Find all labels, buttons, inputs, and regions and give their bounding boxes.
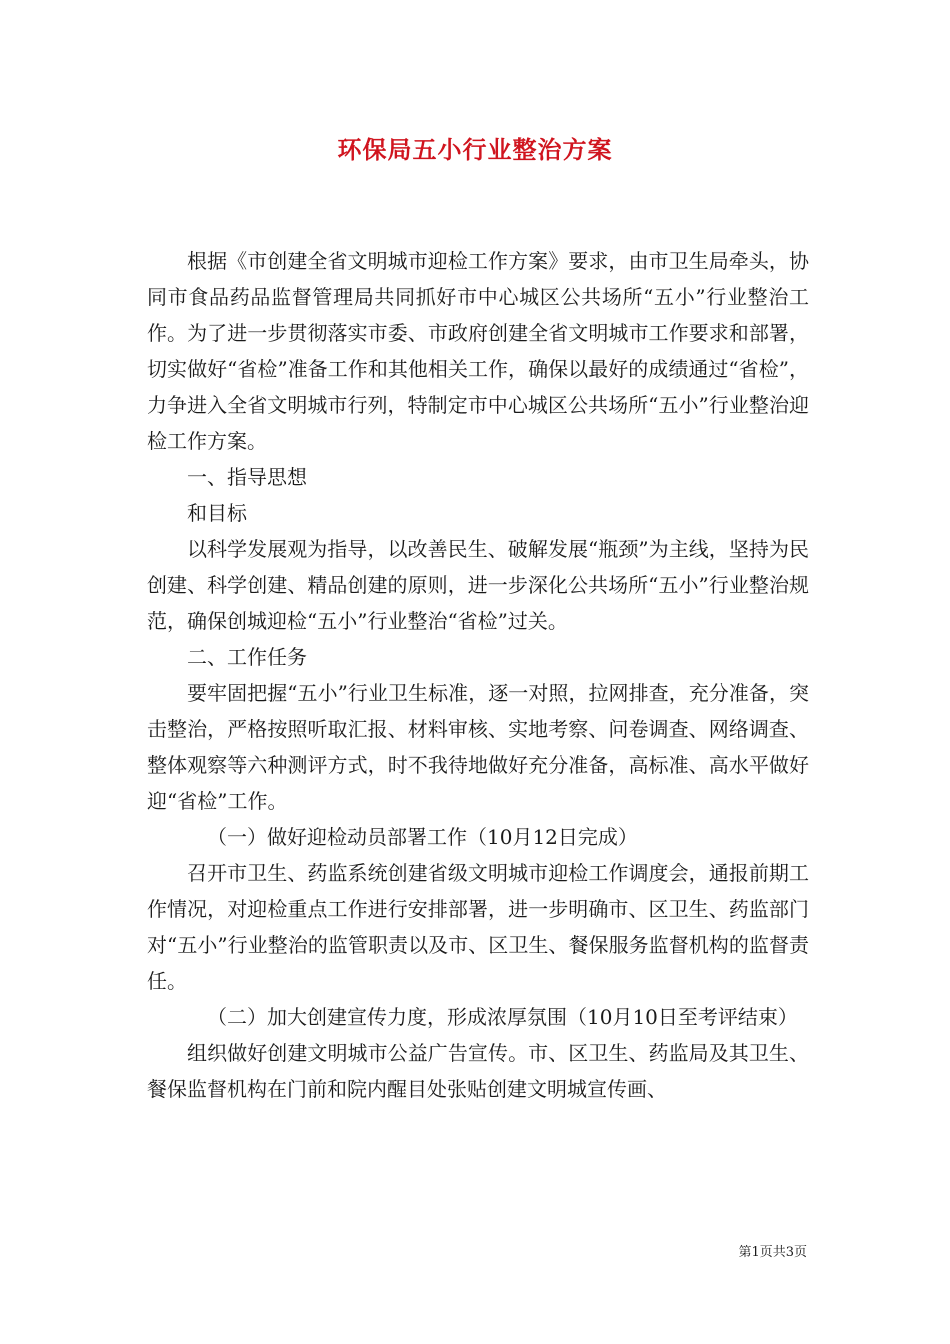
tasks-paragraph: 要牢固把握“五小”行业卫生标准，逐一对照，拉网排查，充分准备，突击整治，严格按照听取汇报、材料审核、实地考察、问卷调查、网络调查、整体观察等六种测评方式，时不我待地做好充分准备，高标准、高水平做好迎“省检”工作。 xyxy=(147,681,809,813)
document-body xyxy=(147,243,809,1107)
section-heading-guiding-thought: 一、指导思想 xyxy=(187,465,307,489)
section-heading-tasks: 二、工作任务 xyxy=(187,645,307,669)
subsection-heading-2: （二）加大创建宣传力度，形成浓厚氛围（10月10日至考评结束） xyxy=(207,1005,798,1029)
guiding-thought-paragraph: 以科学发展观为指导，以改善民生、破解发展“瓶颈”为主线，坚持为民创建、科学创建、精品创建的原则，进一步深化公共场所“五小”行业整治规范，确保创城迎检“五小”行业整治“省检”过关。 xyxy=(147,537,809,633)
page-number: 第1页共3页 xyxy=(738,1245,807,1260)
document-title: 环保局五小行业整治方案 xyxy=(337,135,613,164)
subsection-1-paragraph: 召开市卫生、药监系统创建省级文明城市迎检工作调度会，通报前期工作情况，对迎检重点工作进行安排部署，进一步明确市、区卫生、药监部门对“五小”行业整治的监管职责以及市、区卫生、餐保服务监督机构的监督责任。 xyxy=(147,861,809,993)
intro-paragraph: 根据《市创建全省文明城市迎检工作方案》要求，由市卫生局牵头，协同市食品药品监督管理局共同抓好市中心城区公共场所“五小”行业整治工作。为了进一步贯彻落实市委、市政府创建全省文明城市工作要求和部署，切实做好“省检”准备工作和其他相关工作，确保以最好的成绩通过“省检”，力争进入全省文明城市行列，特制定市中心城区公共场所“五小”行业整治迎检工作方案。 xyxy=(147,249,809,453)
subsection-heading-1: （一）做好迎检动员部署工作（10月12日完成） xyxy=(207,825,638,849)
section-heading-continuation: 和目标 xyxy=(187,501,247,525)
subsection-2-paragraph: 组织做好创建文明城市公益广告宣传。市、区卫生、药监局及其卫生、餐保监督机构在门前和院内醒目处张贴创建文明城宣传画、 xyxy=(147,1041,809,1101)
